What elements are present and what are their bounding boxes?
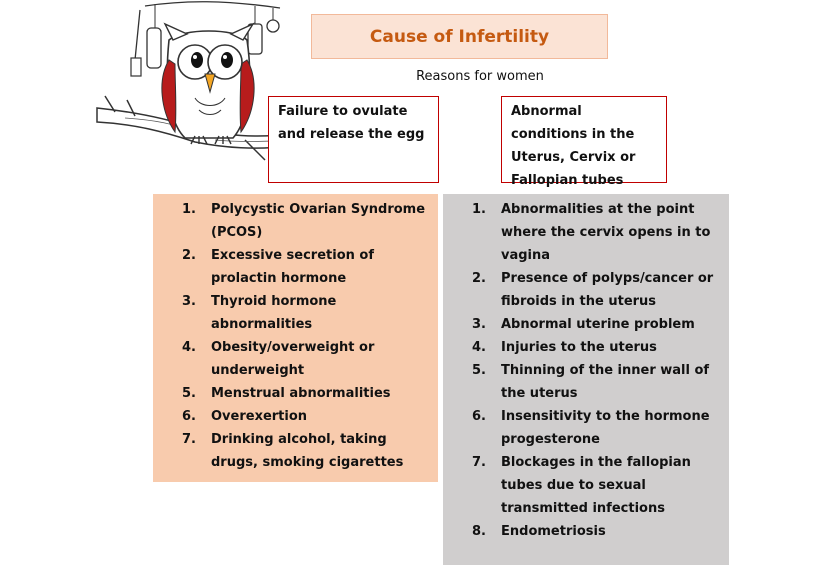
list-number: 2.	[182, 248, 196, 263]
list-item	[443, 520, 721, 543]
uterus-causes-list	[443, 194, 729, 543]
list-number: 1.	[182, 202, 196, 217]
list-item	[153, 405, 430, 428]
list-item-text: Abnormalities at the point where the cervix opens in to vagina	[501, 202, 711, 263]
list-number: 5.	[182, 386, 196, 401]
list-item	[443, 267, 721, 313]
list-item-text: Thyroid hormone abnormalities	[211, 294, 337, 332]
list-item-text: Obesity/overweight or underweight	[211, 340, 375, 378]
list-number: 8.	[472, 524, 486, 539]
list-number: 7.	[182, 432, 196, 447]
list-item	[153, 428, 430, 474]
list-number: 3.	[182, 294, 196, 309]
list-item-text: Blockages in the fallopian tubes due to sexual transmitted infections	[501, 455, 691, 516]
list-number: 2.	[472, 271, 486, 286]
list-number: 6.	[182, 409, 196, 424]
list-item-text: Insensitivity to the hormone progesterone	[501, 409, 710, 447]
list-item	[153, 198, 430, 244]
list-item	[443, 359, 721, 405]
list-item-text: Overexertion	[211, 409, 308, 424]
list-number: 4.	[472, 340, 486, 355]
ovulation-causes-panel	[153, 194, 438, 482]
list-item	[443, 405, 721, 451]
category-heading-uterus: Abnormal conditions in the Uterus, Cervix or Fallopian tubes	[501, 96, 667, 183]
list-number: 5.	[472, 363, 486, 378]
list-item-text: Presence of polyps/cancer or fibroids in the uterus	[501, 271, 714, 309]
owl-on-branch-icon	[95, 0, 295, 192]
list-item	[153, 244, 430, 290]
uterus-causes-panel	[443, 194, 729, 565]
list-item-text: Excessive secretion of prolactin hormone	[211, 248, 374, 286]
list-item-text: Menstrual abnormalities	[211, 386, 391, 401]
list-item	[443, 198, 721, 267]
list-number: 1.	[472, 202, 486, 217]
page-title: Cause of Infertility	[311, 14, 608, 59]
list-item	[443, 336, 721, 359]
category-heading-ovulation: Failure to ovulate and release the egg	[268, 96, 439, 183]
list-item-text: Polycystic Ovarian Syndrome (PCOS)	[211, 202, 426, 240]
list-item-text: Abnormal uterine problem	[501, 317, 695, 332]
list-item	[153, 290, 430, 336]
list-item-text: Thinning of the inner wall of the uterus	[501, 363, 710, 401]
list-number: 7.	[472, 455, 486, 470]
list-item-text: Endometriosis	[501, 524, 606, 539]
list-item-text: Injuries to the uterus	[501, 340, 657, 355]
list-number: 3.	[472, 317, 486, 332]
list-item	[443, 313, 721, 336]
list-item	[443, 451, 721, 520]
page-subtitle: Reasons for women	[416, 69, 544, 84]
list-item	[153, 336, 430, 382]
list-item-text: Drinking alcohol, taking drugs, smoking cigarettes	[211, 432, 404, 470]
list-number: 6.	[472, 409, 486, 424]
list-item	[153, 382, 430, 405]
ovulation-causes-list	[153, 194, 438, 474]
list-number: 4.	[182, 340, 196, 355]
